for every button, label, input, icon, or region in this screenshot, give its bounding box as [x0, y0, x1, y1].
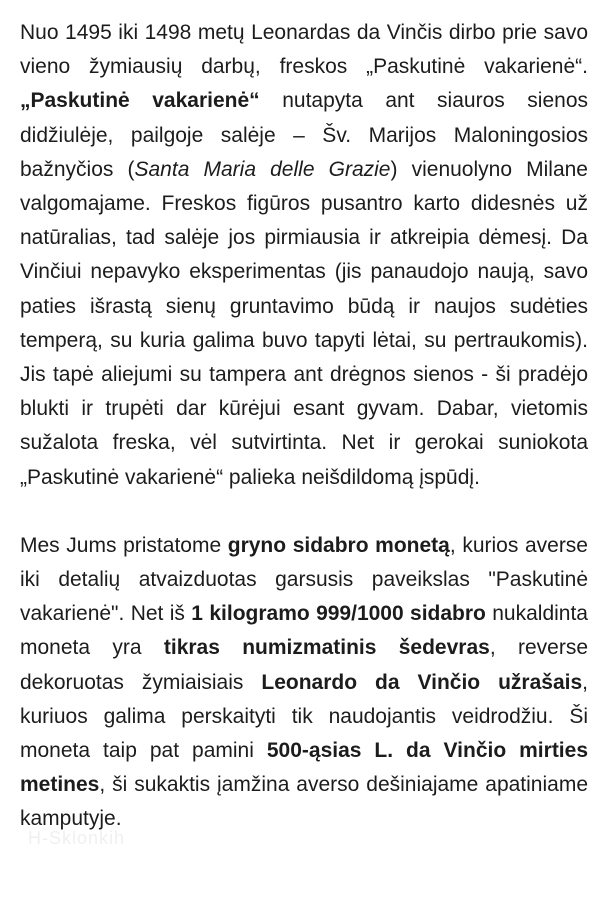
- bold-silver-coin: gryno sidabro monetą: [227, 533, 450, 557]
- text-segment: , kuriuos galima perskaityti tik naudojantis veidrodžiu. Ši moneta taip pat pamini: [20, 670, 588, 763]
- bold-fresco-title: „Paskutinė vakarienė“: [20, 89, 260, 113]
- bold-silver-weight: 1 kilogramo 999/1000 sidabro: [191, 602, 486, 626]
- text-segment: , ši sukaktis įamžina averso dešiniajame apatiniame kamputyje.: [20, 773, 588, 831]
- text-segment: Nuo 1495 iki 1498 metų Leonardas da Vinčis dirbo prie savo vieno žymiausių darbų, freskos „Paskutinė vakarienė“.: [20, 21, 588, 79]
- text-segment: , reverse dekoruotas žymiaisiais: [20, 636, 589, 694]
- paragraph-coin-description: [20, 529, 588, 837]
- text-segment: , kurios averse iki detalių atvaizduotas garsusis paveikslas "Paskutinė vakarienė". Net iš: [20, 533, 588, 626]
- text-segment: nutapyta ant siauros sienos didžiulėje, pailgoje salėje – Šv. Marijos Maloningosios bažnyčios (: [20, 89, 589, 181]
- text-segment: ) vienuolyno Milane valgomajame. Freskos figūros pusantro karto didesnės už natūralias, tad salėje jos pirmiausia ir atkreipia dėmesį. Da Vinčiui nepavyko eksperimentas (jis panaudojo naują, savo paties išrastą sienų gruntavimo būdą ir naujos sudėties temperą, su kuria galima buvo tapyti lėtai, su pertraukomis). Jis tapė aliejumi su tampera ant drėgnos sienos - ši pradėjo blukti ir trupėti dar kūrėjui esant gyvam. Dabar, vietomis sužalota freska, vėl sutvirtinta. Net ir gerokai suniokota „Paskutinė vakarienė“ palieka neišdildomą įspūdį.: [20, 157, 588, 489]
- bold-masterpiece: tikras numizmatinis šedevras: [163, 636, 490, 660]
- italic-church-name: Santa Maria delle Grazie: [134, 157, 391, 181]
- bold-anniversary: 500-ąsias L. da Vinčio mirties metines: [20, 739, 588, 797]
- article-body: [20, 16, 588, 837]
- text-segment: nukaldinta moneta yra: [20, 602, 588, 660]
- text-segment: Mes Jums pristatome: [20, 533, 228, 557]
- paragraph-fresco-history: [20, 16, 588, 495]
- watermark: H-Sklonkih: [28, 828, 126, 848]
- bold-notes: Leonardo da Vinčio užrašais: [261, 670, 583, 694]
